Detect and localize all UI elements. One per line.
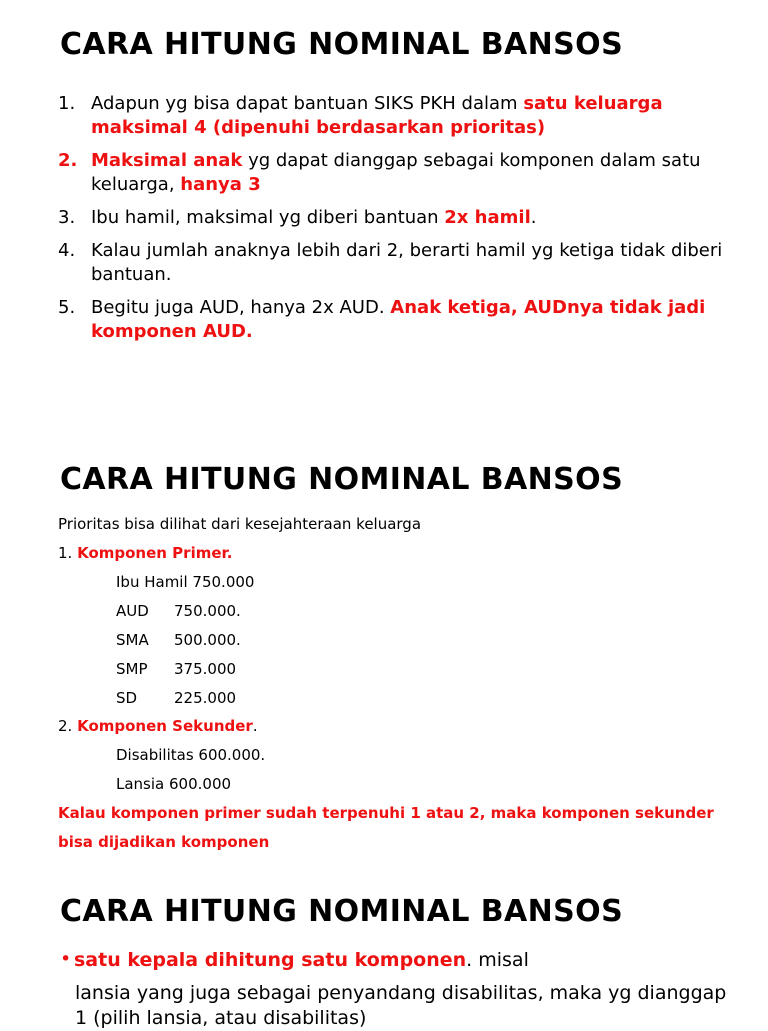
slide1-list [56,92,756,353]
item-text: Ibu hamil, maksimal yg diberi bantuan [91,207,445,228]
list-item [56,92,756,140]
item-label: SMA [116,631,149,649]
item-highlight: satu keluarga maksimal 4 (dipenuhi berdasarkan prioritas) [91,93,663,138]
item-highlight: 2x hamil [444,207,531,228]
note-line: Kalau komponen primer sudah terpenuhi 1 atau 2, maka komponen sekunder [58,804,714,822]
item-number: 1. [58,93,76,114]
item-text: . misal [466,949,529,971]
item-text: yg dapat dianggap sebagai komponen dalam satu keluarga, [91,150,701,195]
item-value: 375.000 [174,660,237,678]
list-item [56,239,756,287]
item-label: SMP [116,660,148,678]
primer-heading [58,543,232,563]
list-item [56,206,756,230]
item-text: Kalau jumlah anaknya lebih dari 2, berarti hamil yg ketiga tidak diberi bantuan. [91,240,723,285]
slide1-title: CARA HITUNG NOMINAL BANSOS [60,27,624,62]
item-number: 3. [58,207,76,228]
sekunder-item: Lansia 600.000 [116,775,232,793]
bullet-item [60,948,760,973]
slide3-body [60,948,760,1031]
item-highlight: hanya 3 [180,174,261,195]
item-number: 4. [58,240,76,261]
item-value: 750.000. [174,602,241,620]
intro-text: Prioritas bisa dilihat dari kesejahteraan keluarga [58,515,422,533]
sekunder-item: Disabilitas 600.000. [116,746,266,764]
item-label: SD [116,689,138,707]
item-number: 1. [58,544,73,562]
item-number: 5. [58,297,76,318]
primer-item [116,601,241,621]
item-highlight: Komponen Sekunder [77,717,253,735]
note-line: bisa dijadikan komponen [58,833,270,851]
primer-item [116,630,241,650]
item-highlight: Anak ketiga, AUDnya tidak jadi komponen AUD. [91,297,706,342]
bullet-icon: • [60,948,72,970]
list-item [56,296,756,344]
sekunder-heading [58,716,258,736]
item-highlight: Maksimal anak [91,150,243,171]
item-label: AUD [116,602,149,620]
item-number: 2. [58,717,73,735]
item-text: . [252,717,258,735]
primer-item [116,659,236,679]
item-value: 225.000 [174,689,237,707]
slide3-title: CARA HITUNG NOMINAL BANSOS [60,894,624,929]
item-text: Adapun yg bisa dapat bantuan SIKS PKH dalam [91,93,524,114]
item-value: 500.000. [174,631,241,649]
item-label: Ibu Hamil [116,573,188,591]
item-number: 2. [58,150,78,171]
slide2-title: CARA HITUNG NOMINAL BANSOS [60,462,624,497]
item-highlight: Komponen Primer. [77,544,233,562]
item-highlight: satu kepala dihitung satu komponen [74,949,467,971]
item-text: Begitu juga AUD, hanya 2x AUD. [91,297,391,318]
item-value: 750.000 [192,573,255,591]
paragraph: lansia yang juga sebagai penyandang disabilitas, maka yg dianggap 1 (pilih lansia, atau disabilitas) [75,982,727,1029]
item-text: . [530,207,537,228]
list-item [56,149,756,197]
primer-item [116,572,254,592]
primer-item [116,688,236,708]
